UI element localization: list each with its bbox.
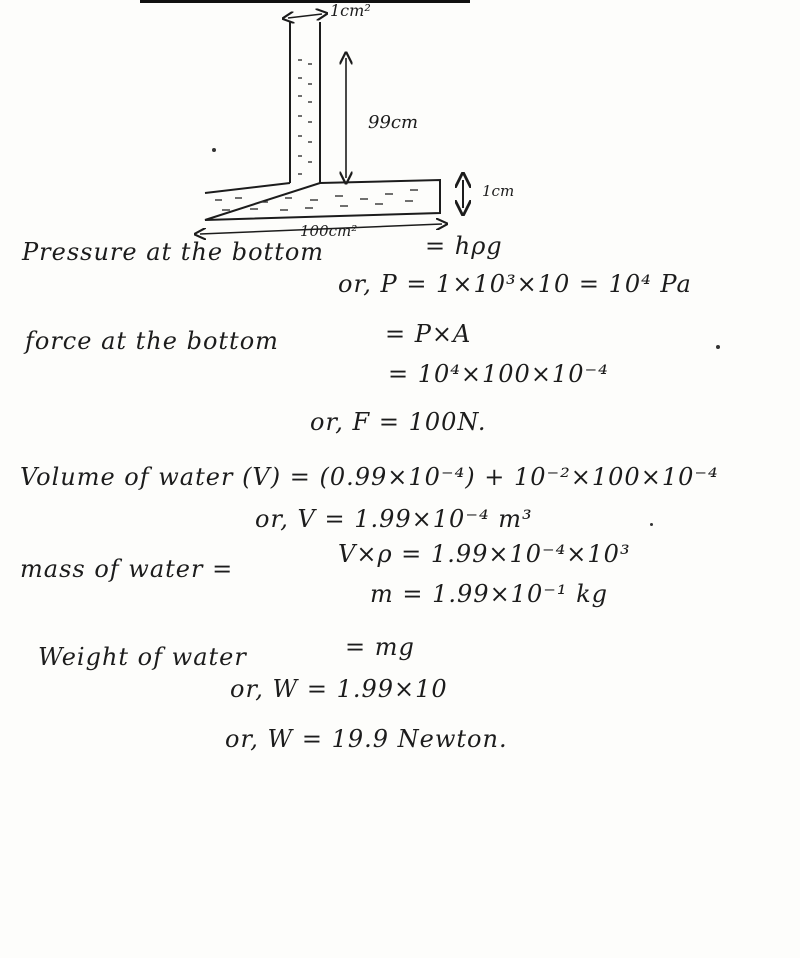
page-speck [716,345,720,349]
pressure-label: Pressure at the bottom [22,238,325,266]
pressure-value: or, P = 1×10³×10 = 10⁴ Pa [338,270,692,298]
force-label: force at the bottom [25,327,279,355]
base-outline [205,180,440,220]
force-expression: = P×A [385,320,472,348]
tube-outline [290,22,320,183]
mass-label: mass of water = [20,555,234,583]
weight-label: Weight of water [38,643,247,671]
tube-height-label: 99cm [368,112,419,133]
volume-expression: Volume of water (V) = (0.99×10⁻⁴) + 10⁻²×100×10⁻⁴ [20,463,719,491]
volume-result: or, V = 1.99×10⁻⁴ m³ [255,505,533,533]
stray-dot [212,148,216,152]
base-height-label: 1cm [482,182,515,200]
vessel-diagram [0,0,800,245]
tube-width-arrow [288,14,322,18]
base-area-label: 100cm² [300,222,358,240]
tube-area-label: 1cm² [330,1,371,20]
tube-water-marks [298,60,312,174]
weight-substitution: or, W = 1.99×10 [230,675,448,703]
pressure-expression: = hρg [425,232,503,260]
weight-result: or, W = 19.9 Newton. [225,725,508,753]
mass-result: m = 1.99×10⁻¹ kg [370,580,609,608]
page-speck-2 [650,523,653,526]
force-result: or, F = 100N. [310,408,487,436]
mass-expression: V×ρ = 1.99×10⁻⁴×10³ [338,540,631,568]
force-substitution: = 10⁴×100×10⁻⁴ [388,360,609,388]
weight-expression: = mg [345,633,415,661]
